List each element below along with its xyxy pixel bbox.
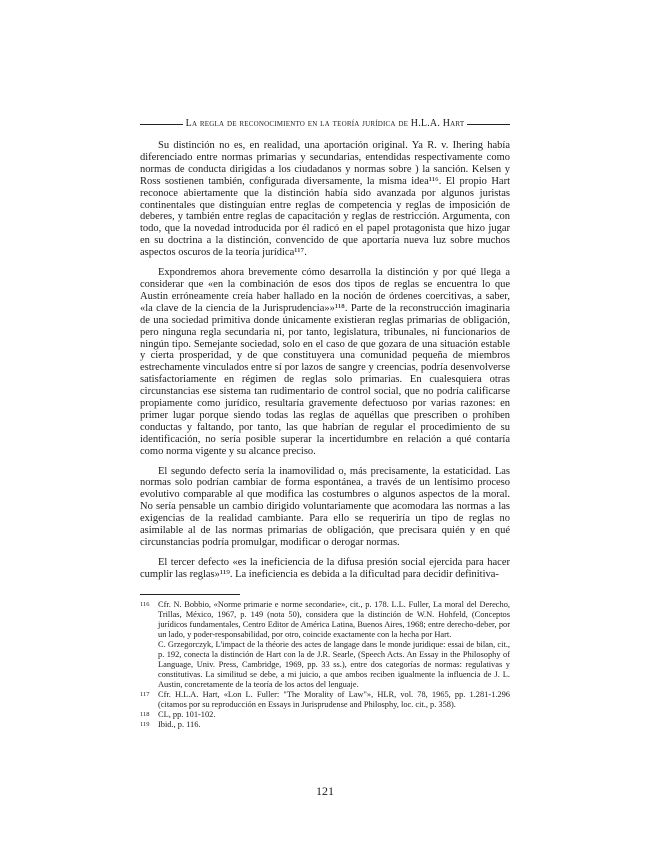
footnote-text: Cfr. H.L.A. Hart, «Lon L. Fuller: "The Morality of Law"», HLR, vol. 78, 1965, pp. 1.281-1.296 (citamos por su reproducción en Essays in Jurisprudense and Philosphy, loc. cit., p. 358).: [158, 690, 510, 709]
paragraph: El segundo defecto sería la inamovilidad o, más precisamente, la estaticidad. Las normas solo podrían cambiar de forma espontánea, a través de un lentísimo proceso evolutivo comparable al que modifica las costumbres o algunos aspectos de la moral. No sería pensable un cambio dirigido voluntariamente que acomodara las normas a las exigencias de la realidad cambiante. Para ello se requeriría un tipo de reglas no asimilable al de las normas primarias de obligación, que precisara quién y en qué circunstancias podría promulgar, modificar o derogar normas.: [140, 465, 510, 548]
footnote-number: 116: [140, 601, 150, 608]
footnote-text: Ibid., p. 116.: [158, 720, 201, 729]
paragraph: Expondremos ahora brevemente cómo desarrolla la distinción y por qué llega a considerar que «en la combinación de esos dos tipos de reglas se encuentra lo que Austin erróneamente creía haber hallado en la noción de órdenes coercitivas, a saber, «la clave de la ciencia de la Jurisprudencia»»¹¹⁸. Parte de la reconstrucción imaginaria de una sociedad primitiva donde únicamente existieran reglas primarias de obligación, pero ninguna regla secundaria ni, por tanto, legislatura, tribunales, ni funcionarios de ningún tipo. Semejante sociedad, solo en el caso de que gozara de una situación estable y cierta prosperidad, y de que constituyera una comunidad pequeña de miembros estrechamente vinculados entre sí por lazos de sangre y creencias, podría desenvolverse satisfactoriamente en régimen de reglas solo primarias. En cualesquiera otras circunstancias ese sistema tan rudimentario de control social, que no podría calificarse propiamente como jurídico, resultaría gravemente defectuoso por varias razones: en primer lugar porque siendo todas las reglas de aquéllas que prescriben o prohíben conductas y faltando, por tanto, las que habrían de regular el procedimiento de su identificación, no sería posible superar la incertidumbre en relación a qué contaría como norma vigente y su alcance preciso.: [140, 267, 510, 457]
header-rule-right: [467, 124, 510, 125]
footnote-text: CL, pp. 101-102.: [158, 710, 216, 719]
footnote-text: C. Grzegorczyk, L'impact de la théorie des actes de langage dans le monde juridique: essai de bilan, cit., p. 192, conecta la distinción de Hart con la de J.R. Searle, (Speech Acts. An Essay in the Philosophy of Language, Univ. Press, Cambridge, 1969, pp. 33 ss.), entre dos categorías de normas: regulativas y constitutivas. La similitud se debe, a mi juicio, a que ambos reciben igualmente la influencia de J. L. Austin, concretamente de la teoría de los actos del lenguaje.: [158, 640, 510, 689]
footnote: [140, 720, 510, 730]
footnote: [140, 690, 510, 710]
footnote: [140, 640, 510, 690]
footnote-number: [140, 640, 158, 690]
footnotes: [140, 600, 510, 730]
header-rule-left: [140, 124, 183, 125]
paragraph: Su distinción no es, en realidad, una aportación original. Ya R. v. Ihering había diferenciado entre normas primarias y secundarias, entendidas respectivamente como normas de conducta dirigidas a los ciudadanos y normas sobre ) la sanción. Kelsen y Ross sostienen también, configurada diversamente, la misma idea¹¹⁶. El propio Hart reconoce abiertamente que la distinción había sido avanzada por algunos juristas continentales que distinguían entre reglas de competencia y reglas de imposición de deberes, y también entre reglas de capacitación y reglas de restricción. Argumenta, con todo, que la novedad introducida por él radicó en el papel protagonista que hizo jugar en su doctrina a la distinción, convencido de que aportaría nueva luz sobre muchos aspectos oscuros de la teoría jurídica¹¹⁷.: [140, 140, 510, 259]
footnote-number: 119: [140, 721, 150, 728]
footnote: [140, 710, 510, 720]
running-header: [140, 118, 510, 129]
body-text: [140, 140, 510, 589]
footnote-number: 118: [140, 711, 150, 718]
header-title: La regla de reconocimiento en la teoría jurídica de H.L.A. Hart: [185, 118, 465, 129]
page-number: 121: [316, 784, 334, 798]
paragraph: El tercer defecto «es la ineficiencia de la difusa presión social ejercida para hacer cumplir las reglas»¹¹⁹. La ineficiencia es debida a la dificultad para decidir definitiva-: [140, 556, 510, 580]
footnote-separator: [140, 594, 240, 595]
footnote-number: 117: [140, 691, 150, 698]
footnote-text: Cfr. N. Bobbio, «Norme primarie e norme secondarie», cit., p. 178. L.L. Fuller, La moral del Derecho, Trillas, México, 1967, p. 149 (nota 50), considera que la distinción de W.N. Hohfeld, (Conceptos jurídicos fundamentales, Centro Editor de América Latina, Buenos Aires, 1968; entre derecho-deber, por un lado, y poder-responsabilidad, por otro, coincide exactamente con la hecha por Hart.: [158, 600, 510, 639]
footnote: [140, 600, 510, 640]
